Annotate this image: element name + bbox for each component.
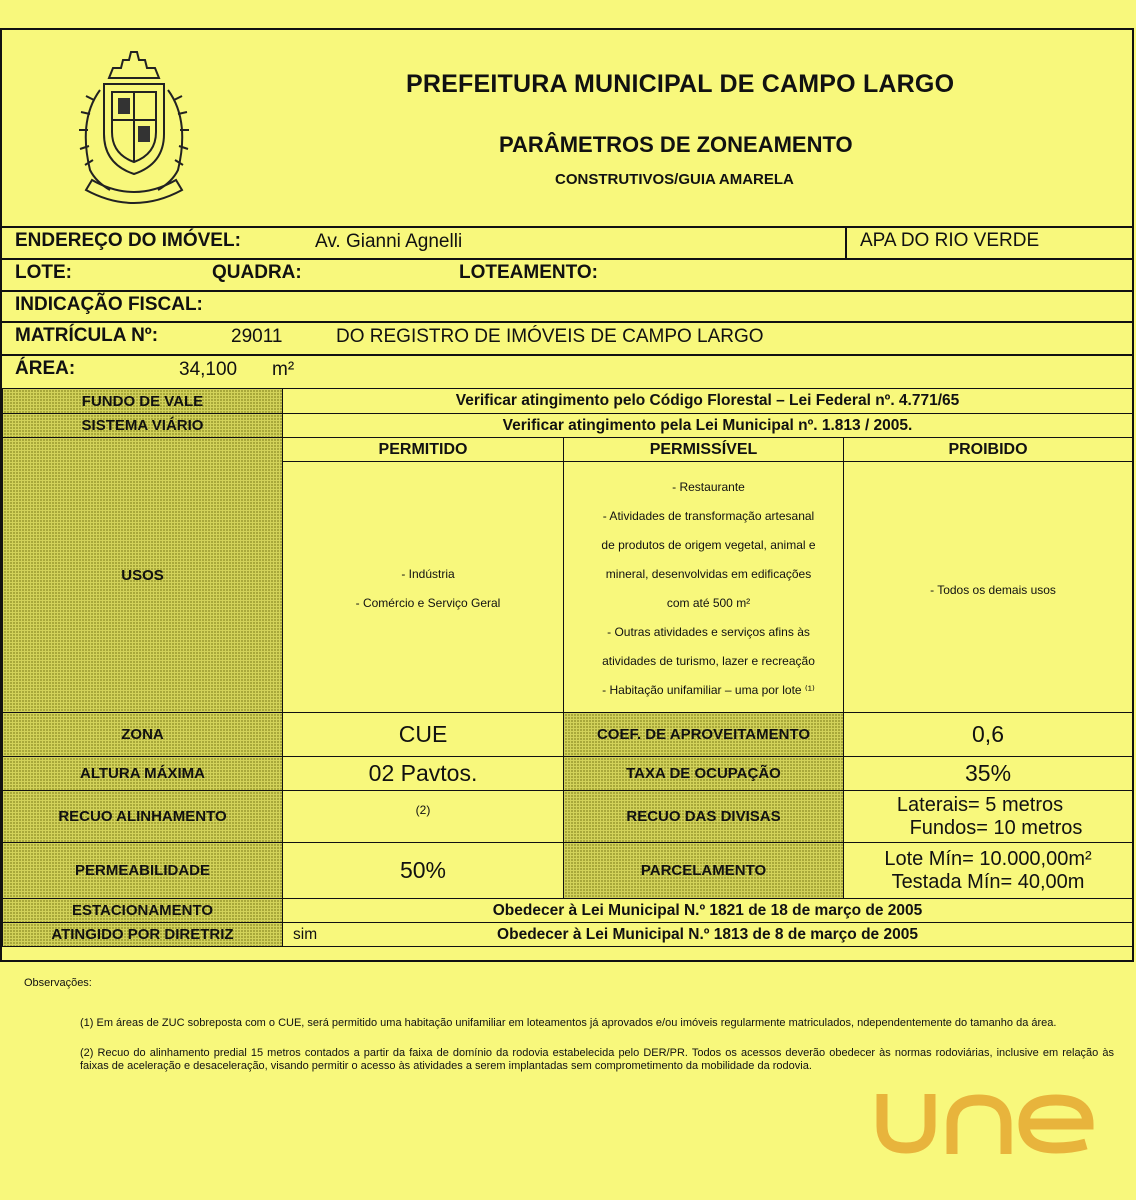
list-item: - Atividades de transformação artesanal [602, 508, 815, 523]
permeabilidade-value: 50% [283, 843, 564, 899]
list-item: - Habitação unifamiliar – uma por lote ⁽¹⁾ [602, 682, 815, 697]
indicacao-row [2, 292, 1132, 323]
endereco-value: Av. Gianni Agnelli [315, 231, 463, 252]
list-item: de produtos de origem vegetal, animal e [601, 537, 816, 552]
permitido-list [283, 462, 564, 713]
recuo-divisas-label: RECUO DAS DIVISAS [564, 791, 844, 843]
table-row [3, 757, 1133, 791]
area-value: 34,100 [179, 359, 238, 380]
table-row [3, 389, 1133, 414]
fundo-vale-value: Verificar atingimento pelo Código Florestal – Lei Federal nº. 4.771/65 [283, 389, 1133, 414]
form-header [2, 30, 1132, 228]
atingido-flag: sim [293, 926, 318, 943]
taxa-label: TAXA DE OCUPAÇÃO [564, 757, 844, 791]
table-row [3, 899, 1133, 923]
table-row [3, 438, 1133, 462]
table-row [3, 843, 1133, 899]
list-item: - Outras atividades e serviços afins às [607, 624, 810, 639]
list-item: mineral, desenvolvidas em edificações [605, 566, 812, 581]
table-row [3, 791, 1133, 843]
taxa-value: 35% [844, 757, 1133, 791]
altura-label: ALTURA MÁXIMA [3, 757, 283, 791]
atingido-label: ATINGIDO POR DIRETRIZ [3, 923, 283, 947]
table-row [3, 923, 1133, 947]
sistema-viario-value: Verificar atingimento pela Lei Municipal nº. 1.813 / 2005. [283, 414, 1133, 438]
quadra-label: QUADRA: [212, 262, 302, 283]
list-item: - Restaurante [672, 479, 745, 494]
coat-of-arms-icon [64, 50, 204, 210]
matricula-registro: DO REGISTRO DE IMÓVEIS DE CAMPO LARGO [336, 326, 764, 347]
parcelamento-label: PARCELAMENTO [564, 843, 844, 899]
list-item: atividades de turismo, lazer e recreação [602, 653, 815, 668]
page-title: PREFEITURA MUNICIPAL DE CAMPO LARGO [406, 70, 955, 98]
zona-value: CUE [283, 713, 564, 757]
matricula-label: MATRÍCULA Nº: [15, 325, 159, 346]
apa-label: APA DO RIO VERDE [845, 228, 1136, 258]
estacionamento-value: Obedecer à Lei Municipal N.º 1821 de 18 de março de 2005 [283, 899, 1133, 923]
sistema-viario-label: SISTEMA VIÁRIO [3, 414, 283, 438]
atingido-value-cell [283, 923, 1133, 947]
observacao-1: (1) Em áreas de ZUC sobreposta com o CUE, será permitido uma habitação unifamiliar em loteamentos já aprovados e/ou imóveis regularmente matriculados, ndependentemente do tamanho da área. [80, 1017, 1057, 1029]
recuo-alinhamento-label: RECUO ALINHAMENTO [3, 791, 283, 843]
una-logo [874, 1094, 1098, 1154]
fundo-vale-label: FUNDO DE VALE [3, 389, 283, 414]
table-row [3, 414, 1133, 438]
zoning-form [0, 28, 1134, 962]
coef-label: COEF. DE APROVEITAMENTO [564, 713, 844, 757]
page-subtitle-2: CONSTRUTIVOS/GUIA AMARELA [555, 171, 794, 188]
matricula-value: 29011 [231, 326, 283, 347]
atingido-value: Obedecer à Lei Municipal N.º 1813 de 8 de março de 2005 [497, 925, 918, 943]
table-row [3, 713, 1133, 757]
loteamento-label: LOTEAMENTO: [459, 262, 598, 283]
permeabilidade-label: PERMEABILIDADE [3, 843, 283, 899]
observacoes-label: Observações: [24, 977, 92, 989]
recuo-divisas-value [844, 791, 1133, 843]
area-unit: m² [272, 359, 295, 380]
area-label: ÁREA: [15, 358, 76, 379]
list-item: - Todos os demais usos [930, 582, 1056, 597]
lote-row [2, 260, 1132, 292]
zona-label: ZONA [3, 713, 283, 757]
permitido-header: PERMITIDO [283, 438, 564, 462]
matricula-row [2, 323, 1132, 356]
estacionamento-label: ESTACIONAMENTO [3, 899, 283, 923]
endereco-row [2, 228, 1132, 260]
endereco-label: ENDEREÇO DO IMÓVEL: [15, 230, 241, 251]
page-subtitle: PARÂMETROS DE ZONEAMENTO [499, 132, 853, 157]
permissivel-list [564, 462, 844, 713]
proibido-header: PROIBIDO [844, 438, 1133, 462]
area-row [2, 356, 1132, 388]
lote-minimo: Lote Mín= 10.000,00m² [884, 847, 1092, 870]
coef-value: 0,6 [844, 713, 1133, 757]
recuo-fundos: Fundos= 10 metros [909, 816, 1083, 839]
observacao-2: (2) Recuo do alinhamento predial 15 metros contados a partir da faixa de domínio da rodovia estabelecida pelo DER/PR. Todos os acessos deverão obedecer às normas rodoviárias, inclusive em relação às faixas de aceleração e desaceleração, visando permitir o acesso às atividades a serem implantadas sem comprometimento da mobilidade da rodovia. [80, 1047, 1114, 1072]
list-item: - Comércio e Serviço Geral [355, 595, 501, 610]
altura-value: 02 Pavtos. [283, 757, 564, 791]
list-item: com até 500 m² [666, 595, 751, 610]
lote-label: LOTE: [15, 262, 72, 283]
permissivel-header: PERMISSÍVEL [564, 438, 844, 462]
list-item: - Indústria [401, 566, 455, 581]
testada-minima: Testada Mín= 40,00m [891, 870, 1085, 893]
parcelamento-value [844, 843, 1133, 899]
zoning-parameters-table [2, 388, 1133, 947]
usos-label: USOS [3, 438, 283, 713]
indicacao-label: INDICAÇÃO FISCAL: [15, 294, 203, 315]
recuo-alinhamento-value: (2) [283, 791, 564, 843]
recuo-laterais: Laterais= 5 metros [896, 793, 1064, 816]
proibido-list [844, 462, 1133, 713]
